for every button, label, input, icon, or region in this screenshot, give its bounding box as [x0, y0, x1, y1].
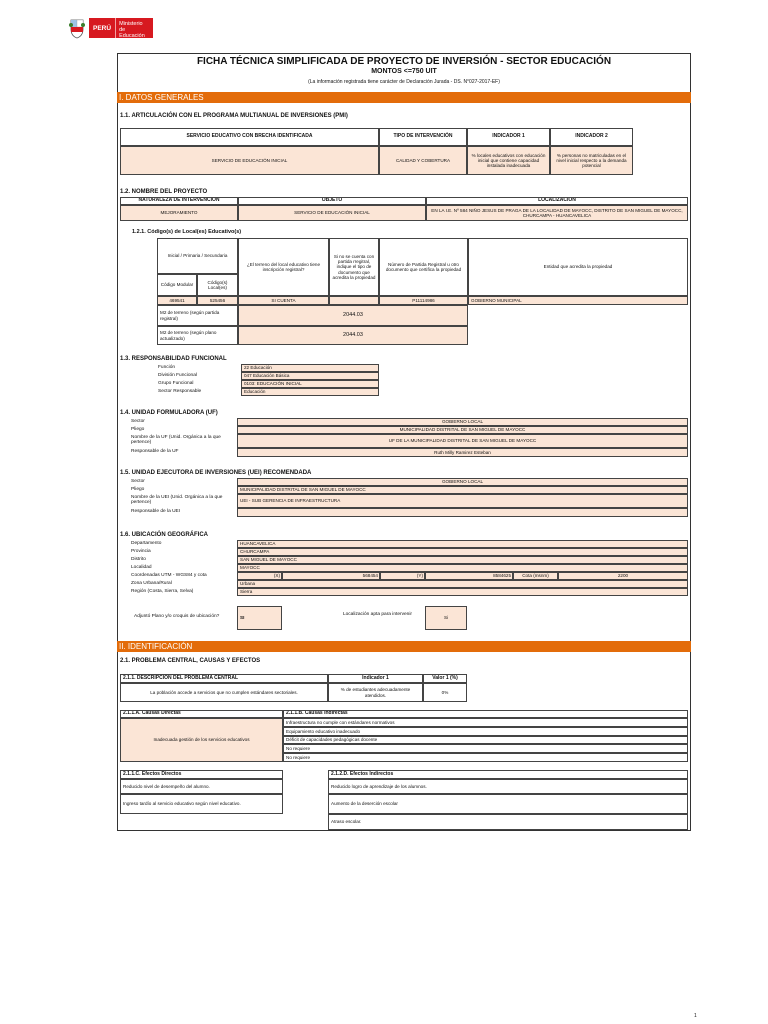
pmi-header-indicador2: INDICADOR 2 — [550, 128, 633, 146]
nombre-objeto: SERVICIO DE EDUCACIÓN INICIAL — [238, 205, 426, 221]
local-cod-local: 525456 — [197, 296, 238, 305]
local-sin-partida-header: Si no se cuenta con partida rregitral, indique el tipo de documento que acredita la propiedad — [329, 238, 379, 296]
zona-value: Urbana — [237, 580, 688, 588]
responsabilidad-row-label: División Funcional — [158, 373, 197, 378]
local-terreno: SI CUENTA — [238, 296, 329, 305]
uf-row-value: Ruth Milly Ramirez Esteban — [237, 448, 688, 457]
coords-cota-label: Cota (msnm) — [513, 572, 558, 580]
ministry-logo — [68, 16, 153, 40]
coat-of-arms-icon — [68, 17, 86, 39]
ubicacion-row-value: MAYOCC — [237, 564, 688, 572]
uf-row-label: Responsable de la UF — [131, 449, 179, 454]
efecto-indirecto-item: Aumento de la deserción escolar — [328, 794, 688, 814]
page-number: 1 — [694, 1013, 697, 1019]
uei-row-value: MUNICIPALIDAD DISTRITAL DE SAN MIGUEL DE MAYOCC — [237, 486, 688, 494]
responsabilidad-row-label: Sector Responsable — [158, 389, 202, 394]
uei-row-label: Pliego — [131, 487, 145, 492]
pmi-header-tipo: TIPO DE INTERVENCIÓN — [379, 128, 467, 146]
efecto-directo-item: Ingreso tardío al servicio educativo según nivel educativo. — [120, 794, 283, 814]
causa-indirecta-item: Equipamiento educativo inadecuado — [283, 727, 688, 736]
m2-partida-value: 2044.03 — [238, 305, 468, 326]
apta-answer[interactable]: Si — [425, 606, 467, 630]
ubicacion-row-label: Localidad — [131, 565, 152, 570]
responsabilidad-row-value: 047 Educación Básica — [241, 372, 379, 380]
responsabilidad-row-value: 0103: EDUCACIÓN INICIAL — [241, 380, 379, 388]
uf-row-value: MUNICIPALIDAD DISTRITAL DE SAN MIGUEL DE MAYOCC — [237, 426, 688, 434]
coords-x-value: 568454 — [282, 572, 380, 580]
local-terreno-header: ¿El terreno del local educativo tiene inscripción registral? — [238, 238, 329, 296]
ubicacion-row-value: CHURCAMPA — [237, 548, 688, 556]
uei-row-value: GOBIERNO LOCAL — [237, 478, 688, 486]
local-entidad: GOBIERNO MUNICIPAL — [468, 296, 688, 305]
uf-row-value: GOBIERNO LOCAL — [237, 418, 688, 426]
causa-directa: Inadecuada gestión de los servicios educativos — [120, 718, 283, 762]
responsabilidad-row-value: Educación — [241, 388, 379, 396]
responsabilidad-row-value: 22 Educación — [241, 364, 379, 372]
uf-row-label: Pliego — [131, 427, 145, 432]
pmi-header-indicador1: INDICADOR 1 — [467, 128, 550, 146]
uei-row-label: Nombre de la UEI (Unid. Orgánica a la que pertence) — [131, 495, 223, 506]
document-title: FICHA TÉCNICA SIMPLIFICADA DE PROYECTO DE INVERSIÓN - SECTOR EDUCACIÓN — [196, 56, 612, 67]
peru-label: PERÚ — [89, 18, 115, 38]
coords-label: Coordenadas UTM - WGS84 y cota — [131, 573, 207, 578]
heading-2-1-2-d: 2.1.2.D. Efectos Indirectos — [328, 770, 688, 779]
problema-central: La población accede a servicios que no cumplen estándares sectoriales. — [120, 683, 328, 702]
nombre-header-objeto: OBJETO — [238, 197, 426, 205]
valor-header: Valor 1 (%) — [423, 674, 467, 683]
pmi-servicio: SERVICIO DE EDUCACIÓN INICIAL — [120, 146, 379, 175]
uei-row-label: Responsable de la UEI — [131, 509, 181, 514]
heading-2-1-1-c: 2.1.1.C. Efectos Directos — [120, 770, 283, 779]
coords-y-label: (Y) — [380, 572, 425, 580]
local-entidad-header: Entidad que acredita la propiedad — [468, 238, 688, 296]
ministry-label: Ministerio de Educación — [115, 18, 153, 38]
local-cod-modular: 469541 — [157, 296, 197, 305]
heading-2-1-1-b: 2.1.1.B. Causas Indirectas — [283, 710, 688, 718]
nombre-header-localizacion: LOCALIZACIÓN — [426, 197, 688, 205]
ubicacion-row-label: Provincia — [131, 549, 151, 554]
ubicacion-row-label: Departamento — [131, 541, 162, 546]
pmi-indicador2: % personas no matriculadas en el nivel inicial respecto a la demanda potencial — [550, 146, 633, 175]
local-cod-local-header: Código(s) Local(es) — [197, 274, 238, 296]
nombre-header-naturaleza: NATURALEZA DE INTERVENCIÓN — [120, 197, 238, 205]
m2-plano-value: 2044.03 — [238, 326, 468, 345]
heading-1-3: 1.3. RESPONSABILIDAD FUNCIONAL — [120, 356, 227, 362]
heading-1-1: 1.1. ARTICULACIÓN CON EL PROGRAMA MULTIANUAL DE INVERSIONES (PMI) — [120, 113, 348, 119]
coords-y-value: 8584625 — [425, 572, 513, 580]
plano-answer[interactable]: SI — [237, 606, 282, 630]
m2-plano-label: M2 de terreno (según plano actualizado) — [157, 326, 238, 345]
uf-row-label: Sector — [131, 419, 145, 424]
problema-indicador: % de estudiantes adecuadamente atendidos. — [328, 683, 423, 702]
efecto-indirecto-item: Atraso escolar. — [328, 814, 688, 830]
causa-indirecta-item: Infraestructura no cumple con estándares normativos — [283, 718, 688, 727]
nombre-naturaleza: MEJORAMIENTO — [120, 205, 238, 221]
apta-question: Localización apta para intervenir — [342, 612, 413, 617]
uei-row-value: UEI - SUB GERENCIA DE INFRAESTRUCTURA — [237, 494, 688, 508]
causa-indirecta-item: No requiere — [283, 744, 688, 753]
region-label: Región (Costa, Sierra, Selva) — [131, 589, 194, 594]
local-partida-header: Número de Partida Registral u otro documento que certifica la propiedad — [379, 238, 468, 296]
local-partida: P11114986 — [379, 296, 468, 305]
heading-1-2: 1.2. NOMBRE DEL PROYECTO — [120, 189, 208, 195]
heading-2-1-1: 2.1.1. DESCRIPCIÓN DEL PROBLEMA CENTRAL — [120, 674, 328, 683]
zona-label: Zona Urbana/Rural — [131, 581, 172, 586]
local-nivel-header: Inicial / Primaria / Secundaria — [157, 238, 238, 274]
pmi-header-servicio: SERVICIO EDUCATIVO CON BRECHA IDENTIFICADA — [120, 128, 379, 146]
local-sin-partida — [329, 296, 379, 305]
m2-partida-label: M2 de terreno (según partida registral) — [157, 305, 238, 326]
section-2-bar: II. IDENTIFICACIÓN — [117, 641, 691, 652]
ubicacion-row-value: HUANCAVELICA — [237, 540, 688, 548]
heading-1-4: 1.4. UNIDAD FORMULADORA (UF) — [120, 410, 218, 416]
coords-cota-value: 2200 — [558, 572, 688, 580]
causa-indirecta-item: No requiere — [283, 753, 688, 762]
nombre-localizacion: EN LA I.E. Nº 584 NIÑO JESUS DE PRAGA DE LA LOCALIDAD DE MAYOCC, DISTRITO DE SAN MIGUEL DE MAYOCC, CHURCAMPA - HUANCAVELICA — [426, 205, 688, 221]
ubicacion-row-value: SAN MIGUEL DE MAYOCC — [237, 556, 688, 564]
heading-2-1-1-a: 2.1.1.A. Causas Directas — [120, 710, 283, 718]
local-cod-modular-header: Código Modular — [157, 274, 197, 296]
uf-row-label: Nombre de la UF (Unid. Orgánica a la que pertence) — [131, 435, 221, 446]
document-note: (La información registrada tiene carácter de Declaración Jurada - DS. N°027-2017-EF) — [308, 79, 500, 85]
plano-question: Adjuntó Plano y/o croquis de ubicación? — [134, 614, 220, 619]
section-1-bar: I. DATOS GENERALES — [117, 92, 691, 103]
document-subtitle: MONTOS <=750 UIT — [371, 68, 437, 75]
heading-2-1: 2.1. PROBLEMA CENTRAL, CAUSAS Y EFECTOS — [120, 658, 261, 664]
causa-indirecta-item: Déficit de capacidades pedagógicas docente — [283, 736, 688, 744]
ubicacion-row-label: Distrito — [131, 557, 146, 562]
coords-x-label: (X) — [237, 572, 282, 580]
heading-1-5: 1.5. UNIDAD EJECUTORA DE INVERSIONES (UEI) RECOMENDADA — [120, 470, 312, 476]
heading-1-2-1: 1.2.1. Código(s) de Local(es) Educativo(s) — [132, 229, 242, 235]
responsabilidad-row-label: Grupo Funcional — [158, 381, 194, 386]
efecto-directo-item: Reducido nivel de desempeño del alumno. — [120, 779, 283, 794]
heading-1-6: 1.6. UBICACIÓN GEOGRÁFICA — [120, 532, 209, 538]
region-value: Sierra — [237, 588, 688, 596]
pmi-indicador1: % locales educativos con educación inicial que contiene capacidad instalada inadecuada — [467, 146, 550, 175]
pmi-tipo: CALIDAD Y COBERTURA — [379, 146, 467, 175]
uei-row-label: Sector — [131, 479, 145, 484]
problema-valor: 0% — [423, 683, 467, 702]
indicador-header: Indicador 1 — [328, 674, 423, 683]
uf-row-value: UF DE LA MUNICIPALIDAD DISTRITAL DE SAN MIGUEL DE MAYOCC — [237, 434, 688, 448]
efecto-indirecto-item: Reducido logro de aprendizaje de los alumnos. — [328, 779, 688, 794]
uei-row-value — [237, 508, 688, 517]
responsabilidad-row-label: Función — [158, 365, 176, 370]
